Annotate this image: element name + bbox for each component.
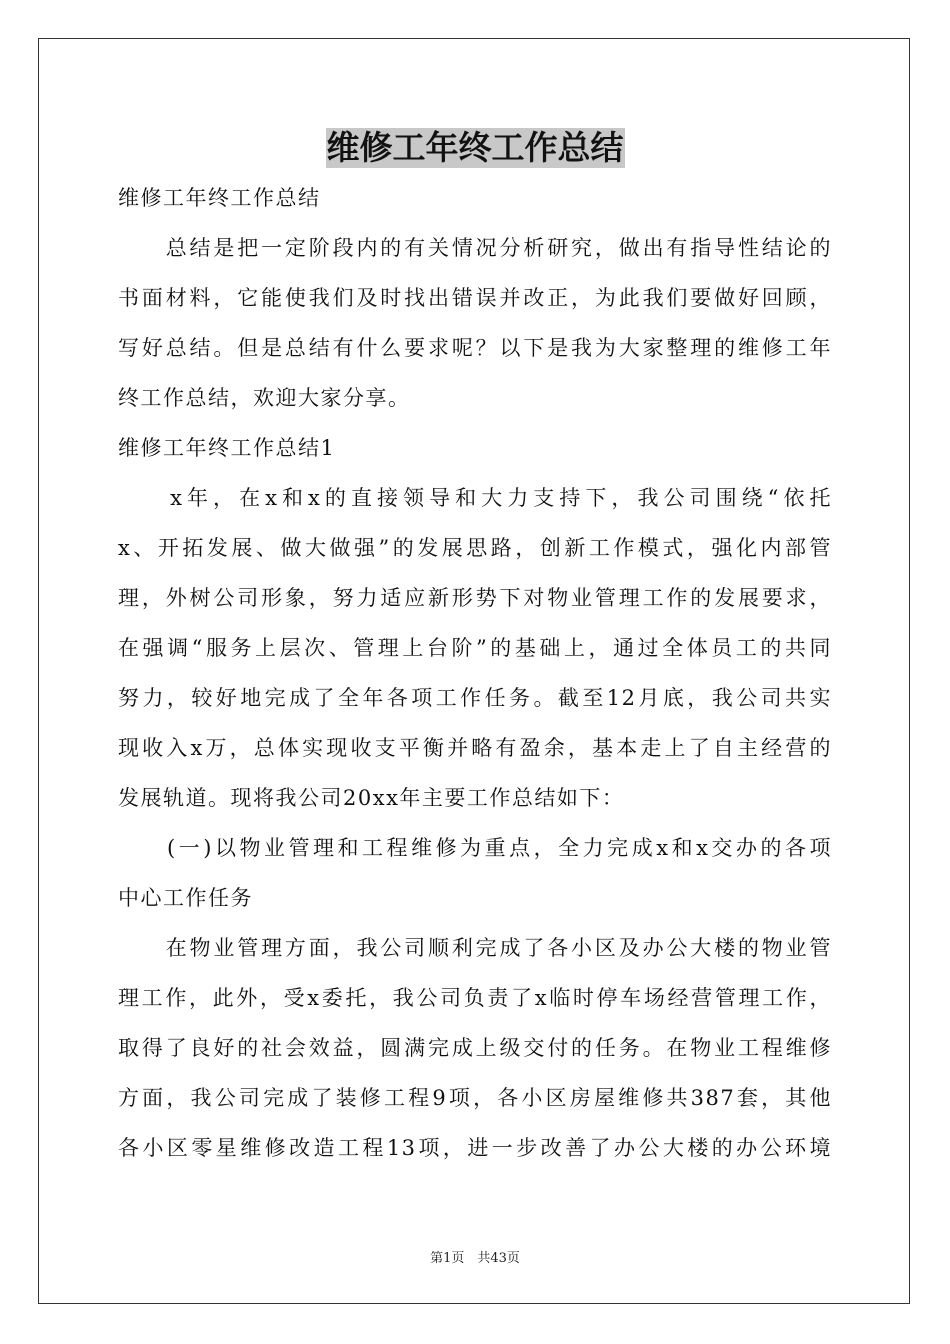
document-title: 维修工年终工作总结 [326,128,624,167]
text-line: 终工作总结，欢迎大家分享。 [118,386,411,410]
text-line: 在强调“服务上层次、管理上台阶”的基础上，通过全体员工的共同 [118,636,832,660]
text-line: 理，外树公司形象，努力适应新形势下对物业管理工作的发展要求， [118,586,832,610]
text-line: 发展轨道。现将我公司20xx年主要工作总结如下： [118,786,625,810]
text-line: 取得了良好的社会效益，圆满完成上级交付的任务。在物业工程维修 [118,1036,832,1060]
text-line: (一)以物业管理和工程维修为重点，全力完成x和x交办的各项 [118,836,832,860]
text-line: 写好总结。但是总结有什么要求呢？以下是我为大家整理的维修工年 [118,336,832,360]
text-line: x、开拓发展、做大做强”的发展思路，创新工作模式，强化内部管 [118,536,832,560]
subtitle-line: 维修工年终工作总结 [118,186,321,210]
text-line: 中心工作任务 [118,886,253,910]
text-line: 各小区零星维修改造工程13项，进一步改善了办公大楼的办公环境 [118,1136,832,1160]
text-line: 总结是把一定阶段内的有关情况分析研究，做出有指导性结论的 [118,236,832,260]
text-line: x年，在x和x的直接领导和大力支持下，我公司围绕“依托 [118,486,832,510]
text-line: 书面材料，它能使我们及时找出错误并改正，为此我们要做好回顾， [118,286,832,310]
text-line: 现收入x万，总体实现收支平衡并略有盈余，基本走上了自主经营的 [118,736,832,760]
title-container [0,128,950,168]
text-line: 理工作，此外，受x委托，我公司负责了x临时停车场经营管理工作， [118,986,832,1010]
text-line: 努力，较好地完成了全年各项工作任务。截至12月底，我公司共实 [118,686,832,710]
page-number: 第1页 共43页 [430,1251,520,1266]
page-border [38,38,910,1304]
text-line: 方面，我公司完成了装修工程9项，各小区房屋维修共387套，其他 [118,1086,832,1110]
text-line: 在物业管理方面，我公司顺利完成了各小区及办公大楼的物业管 [118,936,832,960]
section-heading: 维修工年终工作总结1 [118,436,336,460]
